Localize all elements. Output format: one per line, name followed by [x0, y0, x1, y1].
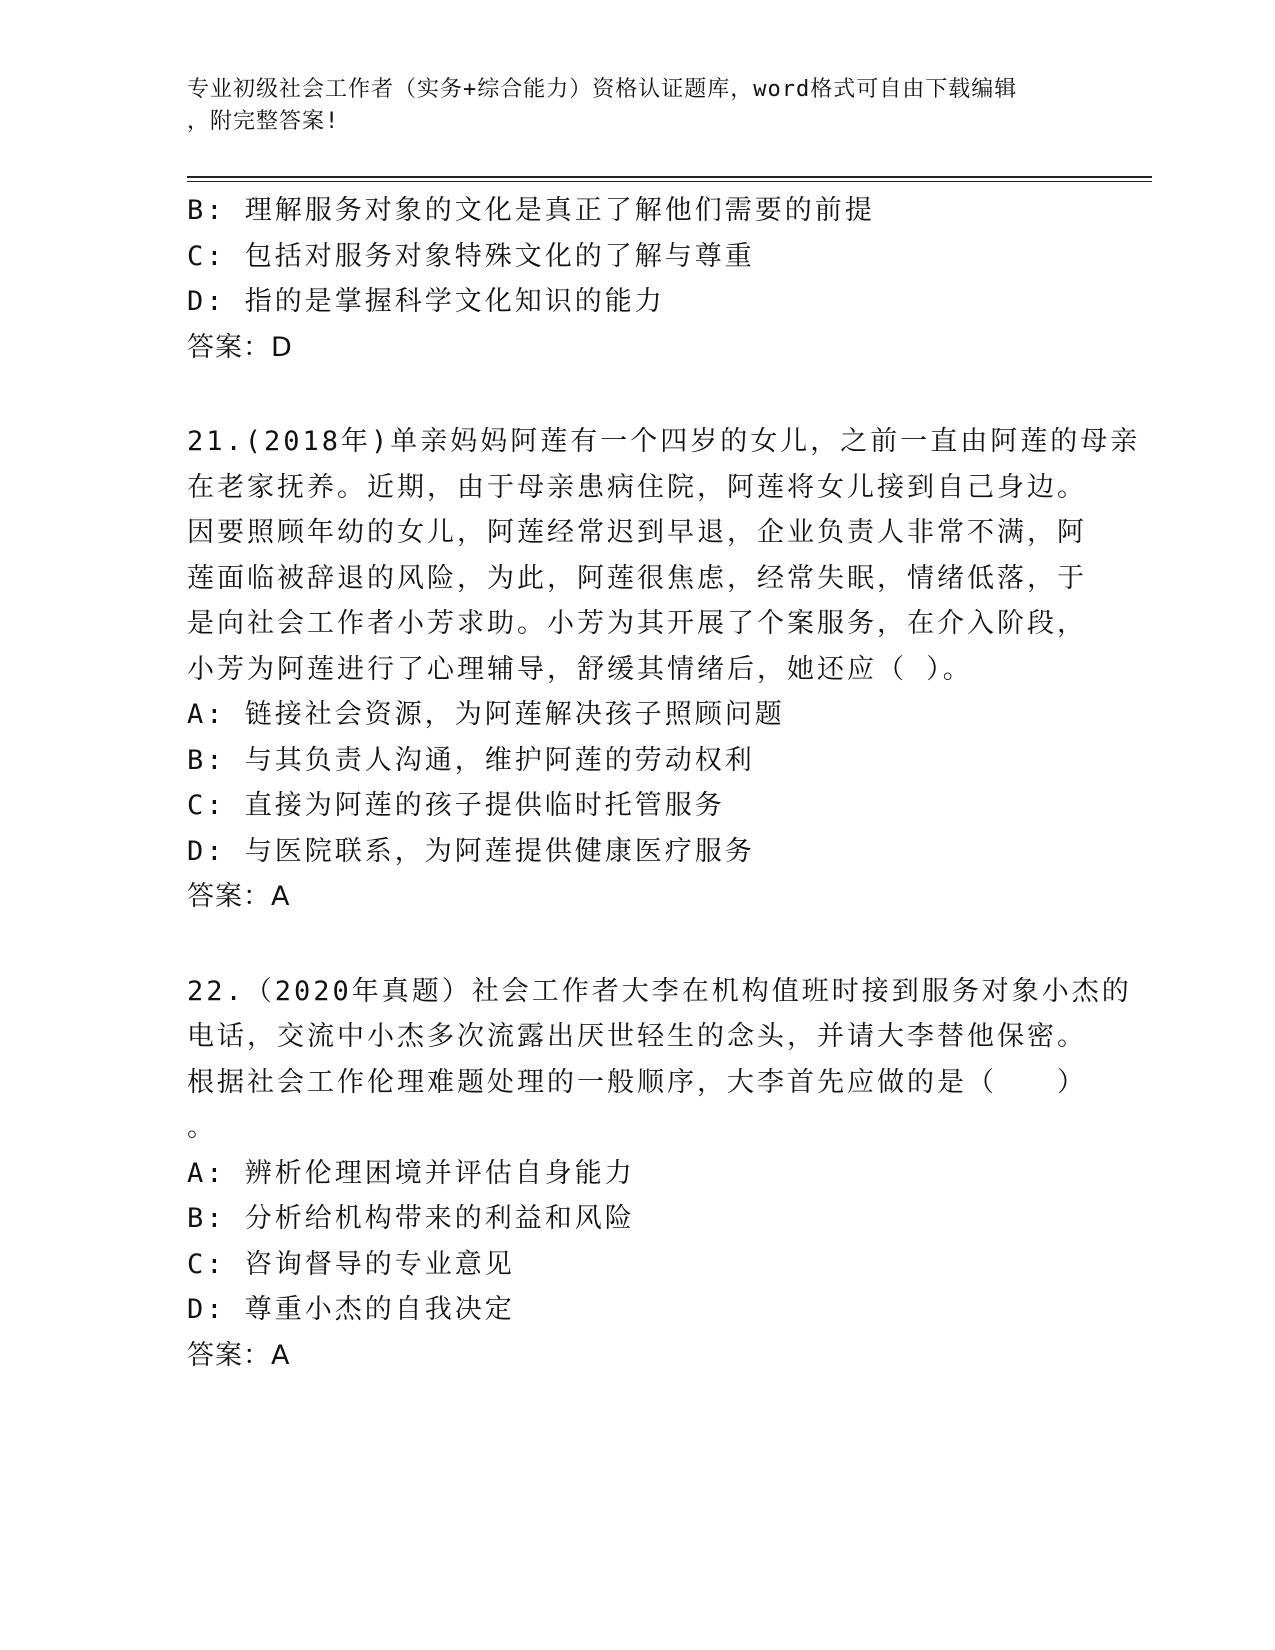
question-21 — [187, 419, 1141, 920]
question-text-line: 。 — [187, 1112, 217, 1143]
option-a: A: 链接社会资源，为阿莲解决孩子照顾问题 — [187, 699, 785, 730]
header-title-line-2: ，附完整答案! — [187, 109, 340, 134]
option-d: D: 与医院联系，为阿莲提供健康医疗服务 — [187, 835, 755, 867]
header-title-line-1: 专业初级社会工作者（实务+综合能力）资格认证题库，word格式可自由下载编辑 — [187, 77, 1018, 102]
header-divider-thin — [187, 181, 1152, 182]
question-22 — [187, 969, 1132, 1379]
question-text-line: 电话，交流中小杰多次流露出厌世轻生的念头，并请大李替他保密。 — [187, 1021, 1087, 1052]
header-divider — [187, 176, 1152, 178]
spacer — [187, 920, 1087, 965]
option-d: D: 指的是掌握科学文化知识的能力 — [187, 286, 665, 317]
spacer — [187, 370, 1087, 415]
option-c: C: 直接为阿莲的孩子提供临时托管服务 — [187, 790, 725, 821]
option-b: B: 分析给机构带来的利益和风险 — [187, 1203, 635, 1234]
answer: 答案：A — [187, 881, 291, 912]
question-text-line: 21.(2018年)单亲妈妈阿莲有一个四岁的女儿，之前一直由阿莲的母亲 — [187, 426, 1141, 457]
option-d: D: 尊重小杰的自我决定 — [187, 1294, 515, 1325]
question-text-line: 根据社会工作伦理难题处理的一般顺序，大李首先应做的是（ ） — [187, 1066, 1087, 1098]
option-b: B: 理解服务对象的文化是真正了解他们需要的前提 — [187, 195, 875, 226]
question-text-line: 莲面临被辞退的风险，为此，阿莲很焦虑，经常失眠，情绪低落，于 — [187, 562, 1087, 594]
question-text-line: 是向社会工作者小芳求助。小芳为其开展了个案服务，在介入阶段， — [187, 608, 1087, 639]
question-text-line: 因要照顾年幼的女儿，阿莲经常迟到早退，企业负责人非常不满，阿 — [187, 517, 1087, 548]
question-content — [187, 188, 1141, 1378]
option-a: A: 辨析伦理困境并评估自身能力 — [187, 1157, 635, 1189]
question-text-line: 22.（2020年真题）社会工作者大李在机构值班时接到服务对象小杰的 — [187, 975, 1132, 1007]
answer: 答案：D — [187, 331, 293, 363]
document-header — [187, 74, 1087, 138]
question-text-line: 小芳为阿莲进行了心理辅导，舒缓其情绪后，她还应（ ）。 — [187, 653, 973, 685]
option-c: C: 包括对服务对象特殊文化的了解与尊重 — [187, 240, 755, 272]
answer: 答案：A — [187, 1339, 291, 1371]
option-b: B: 与其负责人沟通，维护阿莲的劳动权利 — [187, 744, 755, 776]
option-c: C: 咨询督导的专业意见 — [187, 1248, 515, 1280]
question-text-line: 在老家抚养。近期，由于母亲患病住院，阿莲将女儿接到自己身边。 — [187, 471, 1087, 503]
question-20 — [187, 188, 1087, 370]
